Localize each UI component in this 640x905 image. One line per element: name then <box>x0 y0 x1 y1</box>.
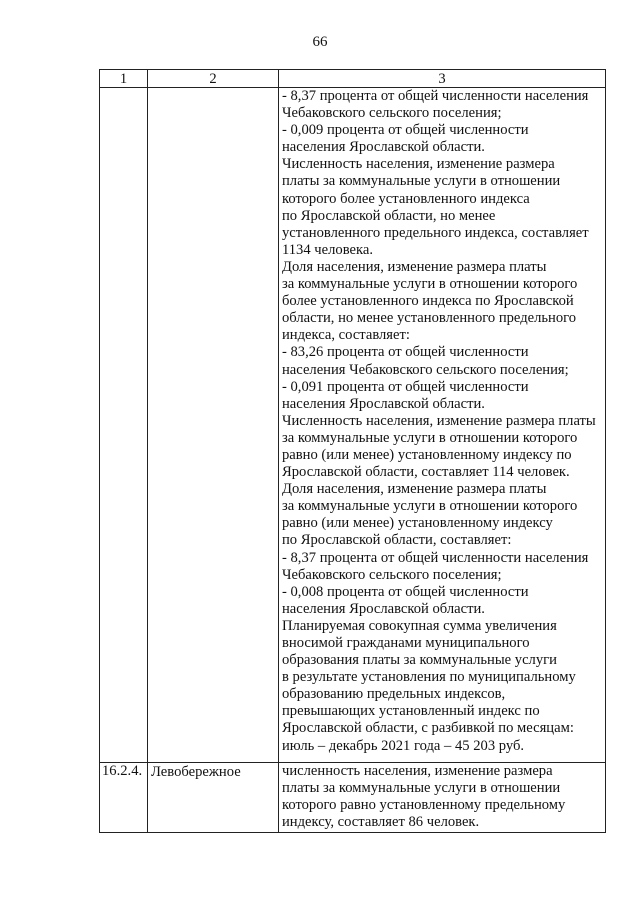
text-line: индексу, составляет 86 человек. <box>282 814 480 831</box>
text-line: области, но менее установленного предельного <box>282 310 577 327</box>
text-line: Ярославской области, составляет 114 человек. <box>282 464 570 481</box>
settlement-name-cell <box>148 88 279 763</box>
settlement-name-cell: Левобережное <box>148 763 279 833</box>
text-line: численность населения, изменение размера <box>282 763 553 779</box>
text-line: населения Чебаковского сельского поселения; <box>282 361 569 378</box>
table-header-row <box>100 70 606 88</box>
text-line: Доля населения, изменение размера платы <box>282 481 547 498</box>
text-line: за коммунальные услуги в отношении которого <box>282 498 578 515</box>
text-line: которого более установленного индекса <box>282 190 530 207</box>
table-row <box>100 88 606 763</box>
column-header-1: 1 <box>100 70 148 88</box>
description-cell <box>279 763 606 833</box>
text-line: - 8,37 процента от общей численности населения <box>282 549 589 566</box>
text-line: населения Ярославской области. <box>282 600 485 617</box>
text-line: - 0,009 процента от общей численности <box>282 122 529 139</box>
text-line: по Ярославской области, составляет: <box>282 532 512 549</box>
text-line: образования платы за коммунальные услуги <box>282 652 557 669</box>
text-line: равно (или менее) установленному индексу <box>282 515 553 532</box>
column-header-3: 3 <box>279 70 606 88</box>
text-line: - 0,008 процента от общей численности <box>282 583 529 600</box>
text-line: установленного предельного индекса, составляет <box>282 224 589 241</box>
text-line: превышающих установленный индекс по <box>282 703 540 720</box>
text-line: Чебаковского сельского поселения; <box>282 566 502 583</box>
text-line: в результате установления по муниципальному <box>282 669 576 686</box>
table-row <box>100 763 606 833</box>
text-line: - 0,091 процента от общей численности <box>282 378 529 395</box>
text-line: июль – декабрь 2021 года – 45 203 руб. <box>282 737 525 754</box>
row-number-cell <box>100 88 148 763</box>
document-table <box>99 69 606 833</box>
text-line: за коммунальные услуги в отношении которого <box>282 429 578 446</box>
text-line: Чебаковского сельского поселения; <box>282 105 502 122</box>
text-line: населения Ярославской области. <box>282 395 485 412</box>
text-line: Численность населения, изменение размера <box>282 156 555 173</box>
text-line: Ярославской области, с разбивкой по месяцам: <box>282 720 574 737</box>
text-line: за коммунальные услуги в отношении которого <box>282 276 578 293</box>
text-line: - 83,26 процента от общей численности <box>282 344 529 361</box>
text-line: платы за коммунальные услуги в отношении <box>282 780 561 797</box>
column-header-2: 2 <box>148 70 279 88</box>
text-line: равно (или менее) установленному индексу по <box>282 446 572 463</box>
text-line: Доля населения, изменение размера платы <box>282 258 547 275</box>
text-line: которого равно установленному предельному <box>282 797 566 814</box>
text-line: индекса, составляет: <box>282 327 410 344</box>
text-line: по Ярославской области, но менее <box>282 207 496 224</box>
page-number: 66 <box>312 34 328 50</box>
text-line: вносимой гражданами муниципального <box>282 635 530 651</box>
text-line: более установленного индекса по Ярославской <box>282 293 574 310</box>
text-line: Численность населения, изменение размера платы <box>282 412 596 429</box>
text-line: платы за коммунальные услуги в отношении <box>282 173 561 190</box>
text-line: образованию предельных индексов, <box>282 686 506 703</box>
text-line: населения Ярославской области. <box>282 139 485 156</box>
text-line: 1134 человека. <box>282 241 373 258</box>
text-line: - 8,37 процента от общей численности населения <box>282 88 589 104</box>
row-number-cell: 16.2.4. <box>100 763 148 833</box>
description-cell <box>279 88 606 763</box>
text-line: Планируемая совокупная сумма увеличения <box>282 617 557 634</box>
